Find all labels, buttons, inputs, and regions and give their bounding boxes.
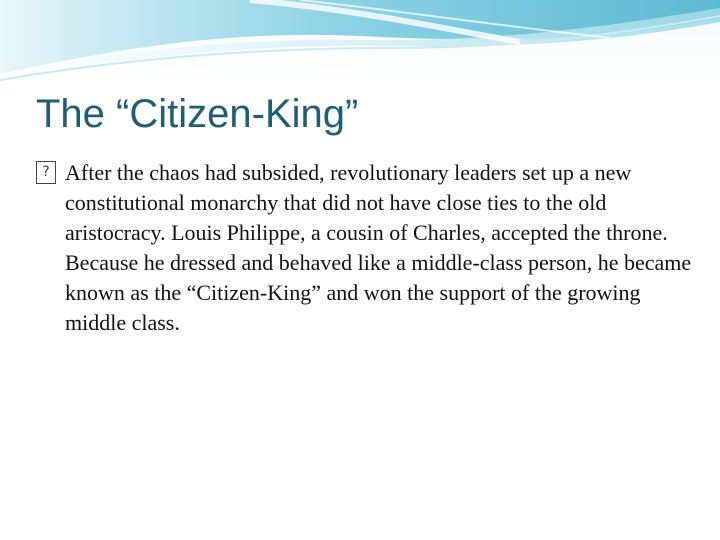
top-wave-decoration xyxy=(0,0,720,86)
bullet-icon: ? xyxy=(36,161,56,184)
bullet-text: After the chaos had subsided, revolutionary leaders set up a new constitutional monarchy that did not have close ties to the old aristocracy. Louis Philippe, a cousin of Charles, accepted the throne. Because he dressed and behaved like a middle-class person, he became known as the “Citizen-King” and won the support of the growing middle class. xyxy=(65,160,692,335)
slide-title: The “Citizen-King” xyxy=(36,92,359,136)
bullet-paragraph xyxy=(36,158,705,338)
